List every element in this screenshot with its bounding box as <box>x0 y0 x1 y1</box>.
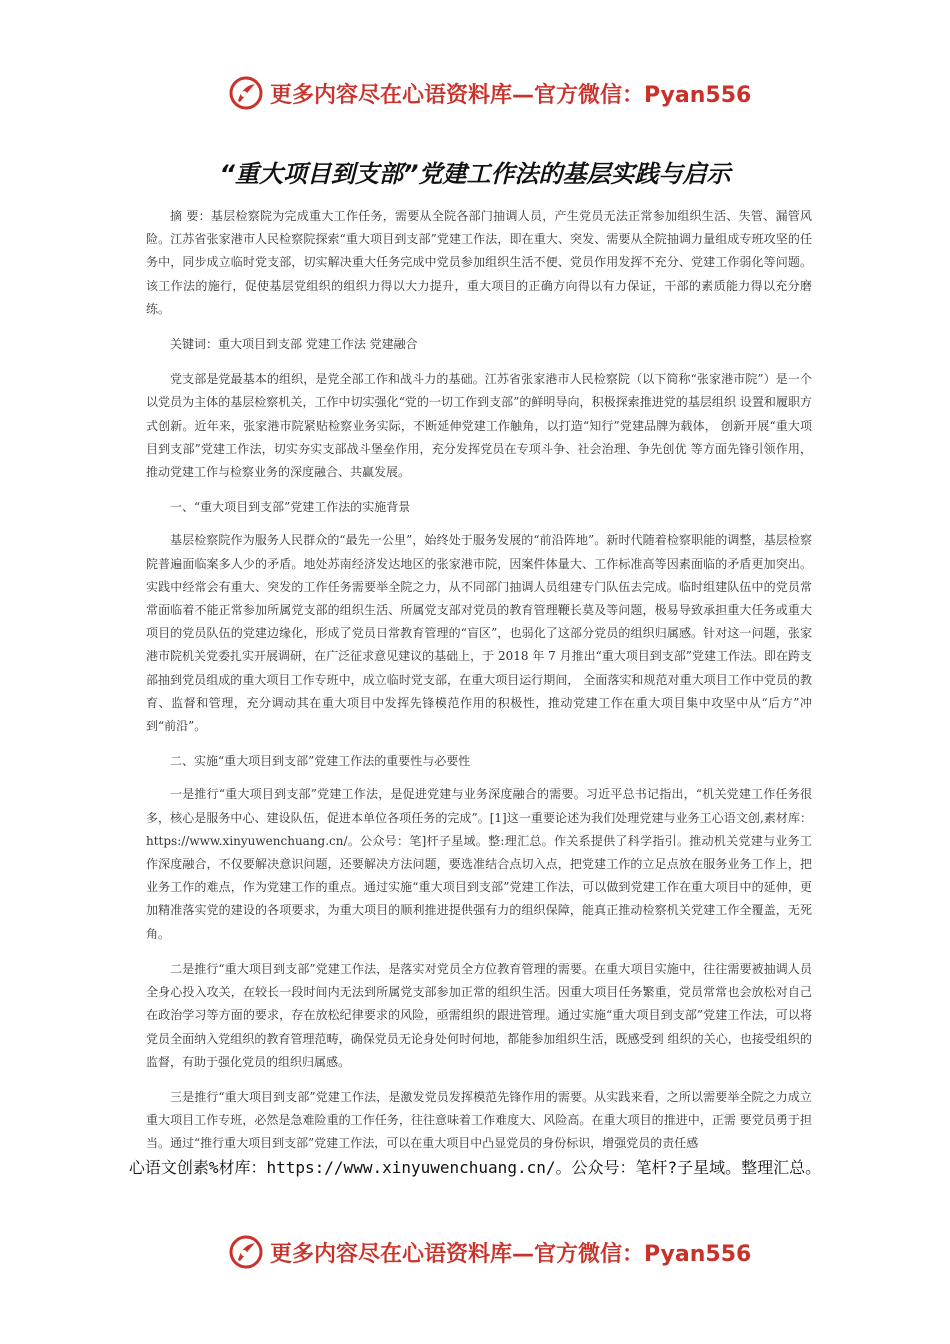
seal-logo-icon <box>228 75 264 111</box>
top-banner <box>228 73 751 113</box>
background-paragraph: 基层检察院作为服务人民群众的“最先一公里”，始终处于服务发展的“前沿阵地”。新时代随着检察职能的调整，基层检察院普遍面临案多人少的矛盾。地处苏南经济发达地区的张家港市院，因案件体量大、工作标准高等因素面临的矛盾更加突出。实践中经常会有重大、突发的工作任务需要举全院之力，从不同部门抽调人员组建专门队伍去完成。临时组建队伍中的党员常常面临着不能正常参加所属党支部的组织生活、所属党支部对党员的教育管理鞭长莫及等问题，极易导致承担重大任务或重大项目的党员队伍的党建边缘化，形成了党员日常教育管理的“盲区”，也弱化了这部分党员的组织归属感。针对这一问题，张家港市院机关党委扎实开展调研，在广泛征求意见建议的基础上，于 2018 年 7 月推出“重大项目到支部”党建工作法。即在跨支部抽到党员组成的重大项目工作专班中，成立临时党支部，在重大项目运行期间， 全面落实和规范对重大项目工作中党员的教育、监督和管理，充分调动其在重大项目中发挥先锋模范作用的积极性，推动党建工作在重大项目集中攻坚中从“后方”冲到“前沿”。 <box>146 533 812 734</box>
abstract-paragraph: 摘 要：基层检察院为完成重大工作任务，需要从全院各部门抽调人员，产生党员无法正常参加组织生活、失管、漏管风险。江苏省张家港市人民检察院探索“重大项目到支部”党建工作法，即在重大、突发、需要从全院抽调力量组成专班攻坚的任务中，同步成立临时党支部，切实解决重大任务完成中党员参加组织生活不便、党员作用发挥不充分、党建工作弱化等问题。该工作法的施行，促使基层党组织的组织力得以大力提升，重大项目的正确方向得以有力保证，干部的素质能力得以充分磨练。 <box>146 209 812 316</box>
banner-text: 更多内容尽在心语资料库—官方微信：Pyan556 <box>270 1241 752 1267</box>
bottom-banner <box>228 1232 751 1272</box>
document-body <box>146 205 812 1168</box>
document-title: “重大项目到支部”党建工作法的基层实践与启示 <box>219 160 731 189</box>
point-two-paragraph: 二是推行“重大项目到支部”党建工作法，是落实对党员全方位教育管理的需要。在重大项目实施中，往往需要被抽调人员全身心投入攻关，在较长一段时间内无法到所属党支部参加正常的组织生活。因重大项目任务繁重，党员常常也会放松对自己在政治学习等方面的要求，存在放松纪律要求的风险，亟需组织的跟进管理。通过实施“重大项目到支部”党建工作法，可以将党员全面纳入党组织的教育管理范畴，确保党员无论身处何时何地，都能参加组织生活，既感受到 组织的关心，也接受组织的监督，有助于强化党员的组织归属感。 <box>146 961 812 1069</box>
seal-logo-icon <box>228 1234 264 1270</box>
section-heading-2: 二、实施“重大项目到支部”党建工作法的重要性与必要性 <box>170 754 471 769</box>
keywords-paragraph: 关键词：重大项目到支部 党建工作法 党建融合 <box>170 337 418 352</box>
point-one-paragraph: 一是推行“重大项目到支部”党建工作法，是促进党建与业务深度融合的需要。习近平总书记指出，“机关党建工作任务很多，核心是服务中心、建设队伍，促进本单位各项任务的完成”。[1]这一重要论述为我们处理党建与业务工心语文创,素材库：https://www.xinyuwenchuang.cn/。公众号：笔]杆子星域。整:理汇总。作关系提供了科学指引。推动机关党建与业务工作深度融合，不仅要解决意识问题，还要解决方法问题，要选准结合点切入点，把党建工作的立足点放在服务业务工作上，把业务工作的难点，作为党建工作的重点。通过实施“重大项目到支部”党建工作法，可以做到党建工作在重大项目中的延伸，更加精准落实党的建设的各项要求，为重大项目的顺利推进提供强有力的组织保障，能真正推动检察机关党建工作全覆盖，无死角。 <box>146 787 812 941</box>
point-three-paragraph: 三是推行“重大项目到支部”党建工作法，是激发党员发挥模范先锋作用的需要。从实践来看，之所以需要举全院之力成立重大项目工作专班，必然是急难险重的工作任务，往往意味着工作难度大、风险高。在重大项目的推进中，正需 要党员勇于担当。通过“推行重大项目到支部”党建工作法，可以在重大项目中凸显党员的身份标识，增强党员的责任感 <box>146 1089 812 1151</box>
intro-paragraph: 党支部是党最基本的组织，是党全部工作和战斗力的基础。江苏省张家港市人民检察院（以下简称“张家港市院”）是一个以党员为主体的基层检察机关，工作中切实强化“党的一切工作到支部”的鲜明导向，积极探索推进党的基层组织 设置和履职方式创新。近年来，张家港市院紧贴检察业务实际，不断延伸党建工作触角，以打造“知行”党建品牌为载体， 创新开展“重大项目到支部”党建工作法，切实夯实支部战斗堡垒作用，充分发挥党员在专项斗争、社会治理、争先创优 等方面先锋引领作用，推动党建工作与检察业务的深度融合、共赢发展。 <box>146 372 812 480</box>
section-heading-1: 一、“重大项目到支部”党建工作法的实施背景 <box>170 500 411 515</box>
footer-source-line: 心语文创素%材库：https://www.xinyuwenchuang.cn/。公众号：笔杆?子星域。整理汇总。 <box>128 1158 822 1177</box>
banner-text: 更多内容尽在心语资料库—官方微信：Pyan556 <box>270 82 752 108</box>
